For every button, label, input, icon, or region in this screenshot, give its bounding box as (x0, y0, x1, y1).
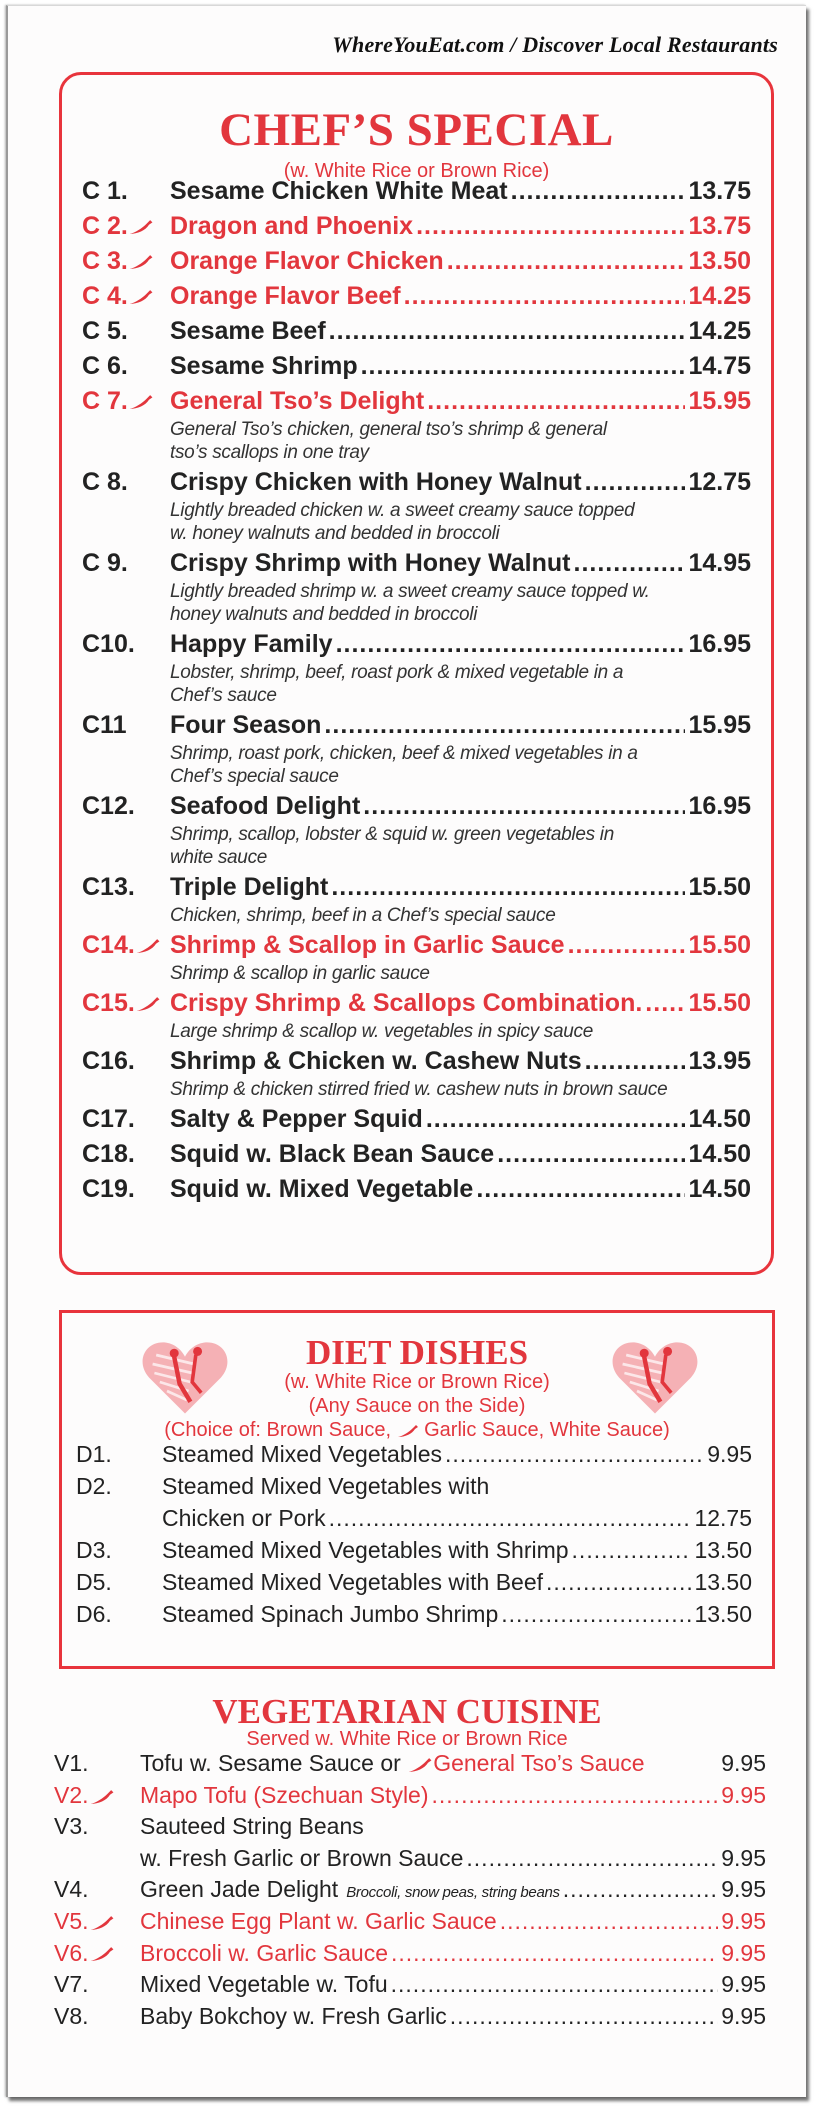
item-number: C 3. (82, 247, 128, 275)
item-number: C 5. (82, 317, 128, 345)
item-name: Steamed Mixed Vegetables with Shrimp (162, 1537, 569, 1563)
chili-pepper-icon (407, 1757, 433, 1773)
chef-special-subtitle: (w. White Rice or Brown Rice) (283, 160, 550, 182)
item-name: Steamed Mixed Vegetables (162, 1441, 443, 1467)
item-number: C12. (82, 792, 135, 820)
menu-item-continued (76, 1505, 752, 1537)
menu-item (54, 1971, 766, 2003)
item-name-line2: Chicken or Pork (162, 1505, 326, 1531)
item-price: 14.75 (688, 352, 751, 380)
item-number: C16. (82, 1047, 135, 1075)
item-name: Crispy Shrimp with Honey Walnut (170, 549, 571, 577)
menu-item (82, 282, 751, 317)
menu-item (54, 1750, 766, 1782)
item-price: 14.95 (688, 549, 751, 577)
item-description: Chef’s sauce (170, 685, 277, 706)
item-number: V3. (54, 1813, 89, 1840)
item-description: Shrimp & chicken stirred fried w. cashew nuts in brown sauce (170, 1079, 668, 1100)
item-description: honey walnuts and bedded in broccoli (170, 604, 478, 625)
chef-special-title: CHEF’S SPECIAL (219, 104, 614, 156)
sauce-choice-prefix: (Choice of: Brown Sauce, (164, 1419, 391, 1441)
item-number: V8. (54, 2002, 89, 2029)
chili-pepper-icon (135, 996, 161, 1012)
menu-item (82, 873, 751, 908)
chili-pepper-icon (135, 938, 161, 954)
menu-item (82, 387, 751, 422)
item-number: C11 (82, 711, 127, 739)
item-name: Sauteed String Beans (140, 1813, 364, 1840)
item-price: 15.50 (688, 989, 751, 1017)
item-name: Happy Family (170, 630, 333, 658)
chili-pepper-icon (89, 1915, 115, 1931)
menu-page (6, 5, 806, 2097)
item-price: 13.50 (688, 247, 751, 275)
leader-dots (331, 873, 685, 902)
leader-dots (546, 1569, 691, 1596)
item-number: C 9. (82, 549, 128, 577)
menu-item (76, 1473, 752, 1505)
item-description: Chicken, shrimp, beef in a Chef’s special sauce (170, 905, 556, 926)
item-description: white sauce (170, 847, 268, 868)
diet-subtitle-sauce: (Any Sauce on the Side) (308, 1395, 526, 1417)
item-description: Shrimp, roast pork, chicken, beef & mixed vegetables in a (170, 743, 638, 764)
leader-dots (568, 931, 686, 960)
item-price: 15.50 (688, 931, 751, 959)
item-number: C14. (82, 931, 135, 959)
item-name: Orange Flavor Beef (170, 282, 401, 310)
menu-item (82, 1105, 751, 1140)
item-price: 14.50 (688, 1140, 751, 1168)
vegetarian-list (54, 1750, 766, 2034)
item-number: C10. (82, 630, 135, 658)
item-name: Steamed Spinach Jumbo Shrimp (162, 1601, 499, 1627)
leader-dots (563, 1876, 718, 1903)
chili-pepper-icon (128, 289, 154, 305)
item-name: Shrimp & Scallop in Garlic Sauce (170, 931, 565, 959)
chili-pepper-icon (397, 1424, 419, 1438)
item-price: 15.50 (688, 873, 751, 901)
leader-dots (404, 282, 686, 311)
menu-item (76, 1569, 752, 1601)
item-name: Squid w. Black Bean Sauce (170, 1140, 495, 1168)
leader-dots (426, 1105, 686, 1134)
item-price: 16.95 (688, 630, 751, 658)
chili-pepper-icon (89, 1946, 115, 1962)
menu-item (82, 212, 751, 247)
leader-dots (329, 1505, 692, 1532)
item-number: D6. (76, 1601, 112, 1627)
chili-pepper-icon (128, 394, 154, 410)
item-description: tso’s scallops in one tray (170, 442, 369, 463)
menu-item (54, 1813, 766, 1845)
menu-item (82, 1047, 751, 1082)
item-description: Lightly breaded shrimp w. a sweet creamy sauce topped w. (170, 581, 650, 602)
chili-pepper-icon (128, 219, 154, 235)
chef-special-section (59, 72, 774, 1275)
item-price: 13.50 (694, 1569, 752, 1595)
leader-dots (645, 989, 685, 1018)
item-description: Lobster, shrimp, beef, roast pork & mixed vegetable in a (170, 662, 624, 683)
item-number: V4. (54, 1876, 89, 1903)
item-number: V6. (54, 1939, 89, 1966)
item-price: 9.95 (721, 1750, 766, 1776)
menu-item (82, 549, 751, 584)
item-price: 9.95 (721, 1876, 766, 1903)
menu-item (54, 1876, 766, 1908)
item-price: 9.95 (707, 1441, 752, 1467)
item-name: Orange Flavor Chicken (170, 247, 444, 275)
menu-item (76, 1601, 752, 1633)
item-number: D5. (76, 1569, 112, 1595)
menu-item (54, 1940, 766, 1972)
item-name: Sesame Beef (170, 317, 326, 345)
item-description: Shrimp & scallop in garlic sauce (170, 963, 430, 984)
item-description: w. honey walnuts and bedded in broccoli (170, 523, 500, 544)
item-name: General Tso’s Delight (170, 387, 425, 415)
leader-dots (432, 1782, 719, 1809)
menu-item (82, 989, 751, 1024)
item-name: Green Jade Delight (140, 1876, 339, 1903)
item-name: Salty & Pepper Squid (170, 1105, 423, 1133)
leader-dots (445, 1441, 704, 1468)
item-name: Crispy Shrimp & Scallops Combination. (170, 989, 643, 1017)
item-number: V7. (54, 1971, 89, 1998)
item-name: Tofu w. Sesame Sauce or (140, 1750, 401, 1776)
item-number: C 4. (82, 282, 128, 310)
item-name: Dragon and Phoenix (170, 212, 414, 240)
leader-dots (361, 352, 686, 381)
item-name: Baby Bokchoy w. Fresh Garlic (140, 2002, 447, 2029)
item-number: C17. (82, 1105, 135, 1133)
item-price: 9.95 (721, 1907, 766, 1934)
leader-dots (501, 1601, 691, 1628)
diet-dishes-section (59, 1310, 775, 1669)
menu-item (54, 1908, 766, 1940)
vegetarian-title: VEGETARIAN CUISINE (212, 1692, 602, 1731)
item-name: Sesame Chicken White Meat (170, 177, 508, 205)
leader-dots (391, 1940, 718, 1967)
leader-dots (324, 711, 685, 740)
item-price: 9.95 (721, 1844, 766, 1871)
item-number: C18. (82, 1140, 135, 1168)
menu-item (76, 1537, 752, 1569)
diet-dishes-list (76, 1441, 752, 1633)
heart-couple-icon (610, 1335, 700, 1420)
item-number: V1. (54, 1750, 89, 1776)
menu-item (82, 630, 751, 665)
item-price: 13.75 (688, 177, 751, 205)
leader-dots (363, 792, 685, 821)
heart-couple-icon (140, 1335, 230, 1420)
item-price: 14.50 (688, 1105, 751, 1133)
item-name: Shrimp & Chicken w. Cashew Nuts (170, 1047, 582, 1075)
menu-item (54, 1782, 766, 1814)
item-price: 9.95 (721, 1971, 766, 1998)
item-name: Steamed Mixed Vegetables with (162, 1473, 490, 1499)
chili-pepper-icon (89, 1789, 115, 1805)
item-description: Large shrimp & scallop w. vegetables in spicy sauce (170, 1021, 593, 1042)
item-description: Lightly breaded chicken w. a sweet creamy sauce topped (170, 500, 635, 521)
item-name: Sesame Shrimp (170, 352, 358, 380)
leader-dots (447, 247, 686, 276)
menu-item (82, 317, 751, 352)
menu-item (82, 352, 751, 387)
chef-special-list (82, 177, 751, 1210)
item-price: 12.75 (694, 1505, 752, 1531)
leader-dots (391, 1971, 719, 1998)
diet-sauce-choice (62, 1418, 772, 1442)
item-number: V2. (54, 1781, 89, 1808)
item-name: Crispy Chicken with Honey Walnut (170, 468, 582, 496)
item-name: Triple Delight (170, 873, 329, 901)
menu-item (82, 792, 751, 827)
item-price: 13.95 (688, 1047, 751, 1075)
leader-dots (574, 549, 686, 578)
menu-item (54, 2003, 766, 2035)
item-description: Shrimp, scallop, lobster & squid w. green vegetables in (170, 824, 614, 845)
menu-item (82, 247, 751, 282)
item-number: C 7. (82, 387, 128, 415)
item-number: D1. (76, 1441, 112, 1467)
item-inline-description: Broccoli, snow peas, string beans (346, 1884, 560, 1902)
item-price: 13.50 (694, 1537, 752, 1563)
item-price: 13.50 (694, 1601, 752, 1627)
item-name: Steamed Mixed Vegetables with Beef (162, 1569, 544, 1595)
item-number: V5. (54, 1907, 89, 1934)
item-price: 12.75 (688, 468, 751, 496)
vegetarian-subtitle: Served w. White Rice or Brown Rice (246, 1728, 568, 1750)
item-price: 9.95 (721, 1939, 766, 1966)
leader-dots (585, 1047, 686, 1076)
item-description: Chef’s special sauce (170, 766, 339, 787)
chili-pepper-icon (128, 254, 154, 270)
menu-item (82, 931, 751, 966)
item-name-spicy-option: General Tso’s Sauce (407, 1750, 644, 1776)
menu-item (82, 1175, 751, 1210)
leader-dots (450, 2003, 718, 2030)
item-name: Chinese Egg Plant w. Garlic Sauce (140, 1907, 497, 1934)
item-price: 16.95 (688, 792, 751, 820)
menu-item (82, 468, 751, 503)
item-number: D2. (76, 1473, 112, 1499)
item-price: 9.95 (721, 1781, 766, 1808)
diet-dishes-title: DIET DISHES (305, 1333, 529, 1372)
item-number: C 1. (82, 177, 128, 205)
diet-subtitle-rice: (w. White Rice or Brown Rice) (284, 1371, 550, 1393)
leader-dots (476, 1175, 685, 1204)
item-number: C19. (82, 1175, 135, 1203)
menu-item (82, 711, 751, 746)
item-number: C13. (82, 873, 135, 901)
item-name: Seafood Delight (170, 792, 361, 820)
leader-dots (336, 630, 686, 659)
leader-dots (511, 177, 686, 206)
item-number: C 6. (82, 352, 128, 380)
item-price: 13.75 (688, 212, 751, 240)
sauce-choice-suffix: Garlic Sauce, White Sauce) (424, 1419, 670, 1441)
site-header: WhereYouEat.com / Discover Local Restaurants (332, 32, 778, 57)
item-name: Broccoli w. Garlic Sauce (140, 1939, 388, 1966)
item-name-line2: w. Fresh Garlic or Brown Sauce (140, 1844, 464, 1871)
leader-dots (500, 1908, 719, 1935)
item-price: 14.25 (688, 317, 751, 345)
menu-item-continued (54, 1845, 766, 1877)
item-name: Four Season (170, 711, 322, 739)
leader-dots (329, 317, 686, 346)
item-name: Squid w. Mixed Vegetable (170, 1175, 474, 1203)
leader-dots (427, 387, 685, 416)
item-description: General Tso’s chicken, general tso’s shrimp & general (170, 419, 607, 440)
item-price: 15.95 (688, 711, 751, 739)
menu-item (82, 1140, 751, 1175)
item-number: C 8. (82, 468, 128, 496)
item-number: C 2. (82, 212, 128, 240)
item-name: Mapo Tofu (Szechuan Style) (140, 1781, 429, 1808)
leader-dots (572, 1537, 692, 1564)
menu-item (76, 1441, 752, 1473)
item-number: D3. (76, 1537, 112, 1563)
menu-item (82, 177, 751, 212)
leader-dots (497, 1140, 685, 1169)
item-price: 9.95 (721, 2002, 766, 2029)
leader-dots (466, 1845, 718, 1872)
item-price: 15.95 (688, 387, 751, 415)
item-price: 14.25 (688, 282, 751, 310)
leader-dots (585, 468, 686, 497)
item-price: 14.50 (688, 1175, 751, 1203)
item-number: C15. (82, 989, 135, 1017)
item-name: Mixed Vegetable w. Tofu (140, 1971, 388, 1998)
leader-dots (416, 212, 685, 241)
